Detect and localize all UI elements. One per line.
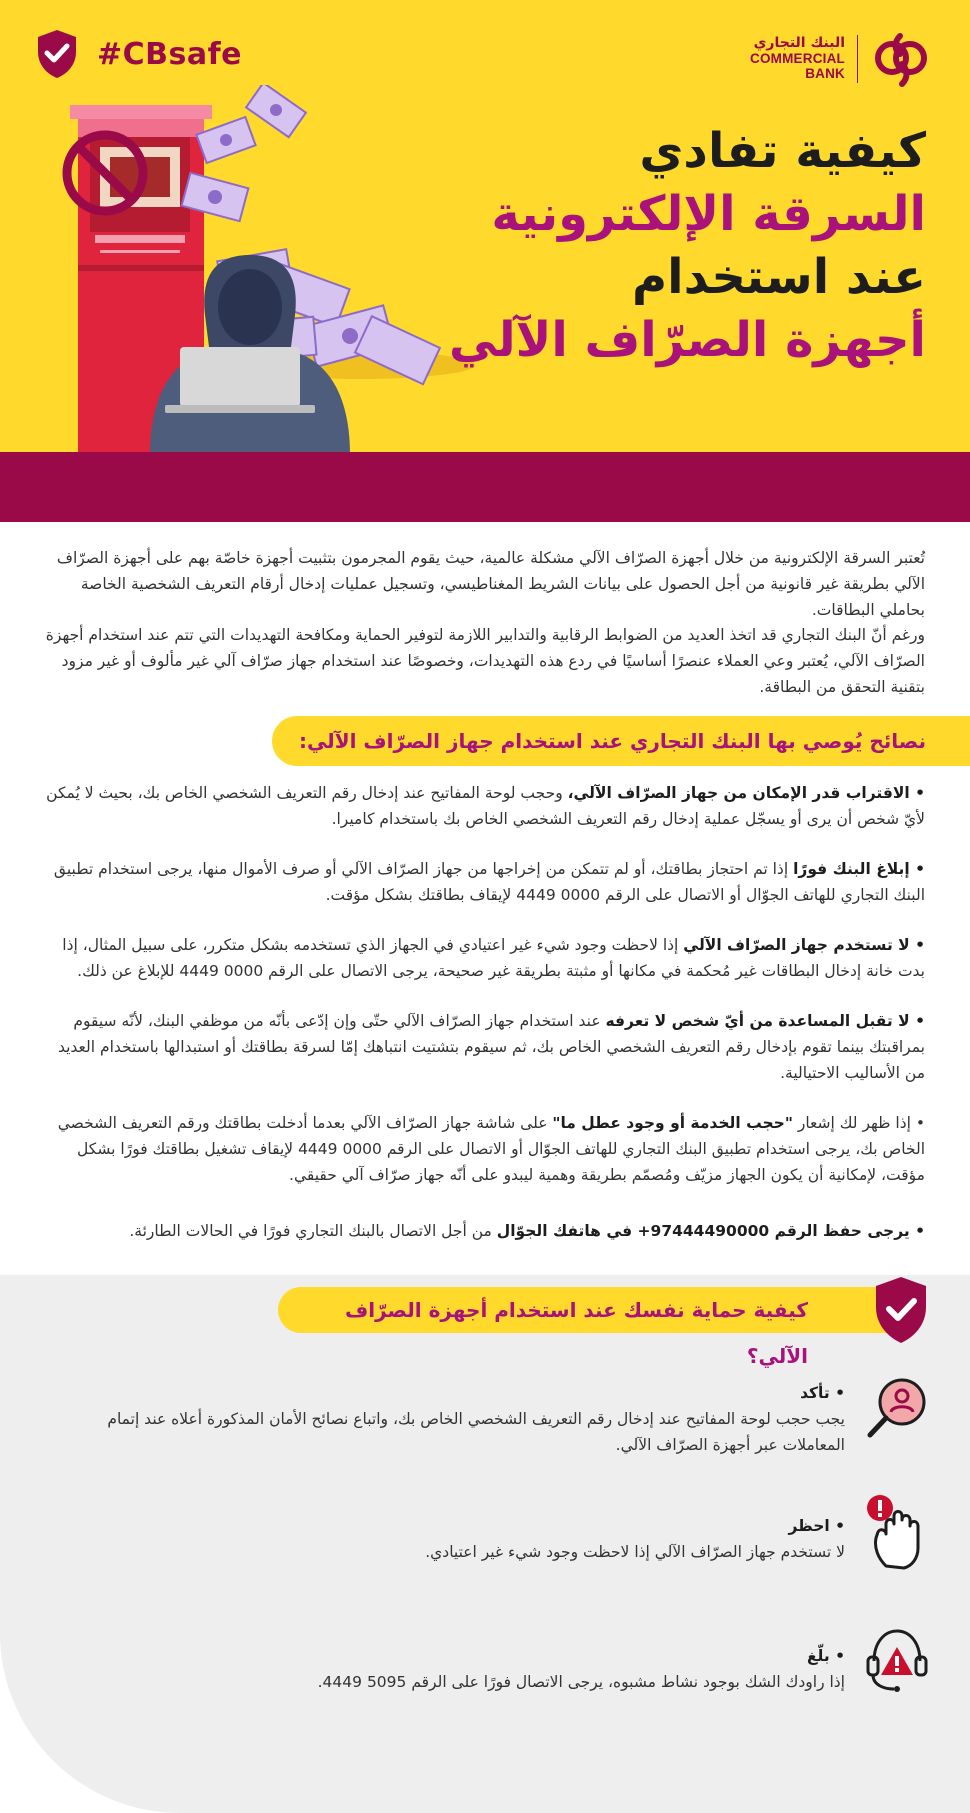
- hand-stop-alert-icon: [864, 1494, 930, 1574]
- protect-item-block: [45, 1513, 845, 1565]
- protect-item-text: لا تستخدم جهاز الصرّاف الآلي إذا لاحظت وجود شيء غير اعتيادي.: [425, 1543, 845, 1561]
- intro-paragraph-2: ورغم أنّ البنك التجاري قد اتخذ العديد من الضوابط الرقابية والتدابير اللازمة لتوفير الحماية ومكافحة التهديدات التي تتم عند استخدام أجهزة الصرّاف الآلي، يُعتبر وعي العملاء عنصرًا أساسيًا في ردع هذه التهديدات، وخصوصًا عند استخدام جهاز صرّاف آلي غير مألوف أو غير مزود بتقنية التحقق من البطاقة.: [45, 626, 925, 696]
- tip-item: [45, 780, 925, 832]
- bank-name-ar: البنك التجاري: [753, 35, 845, 52]
- title-line-3: عند استخدام: [631, 249, 926, 305]
- protect-heading: كيفية حماية نفسك عند استخدام أجهزة الصرّاف الآلي؟: [345, 1298, 808, 1368]
- tip-item-bold: • إبلاغ البنك فورًا: [793, 860, 925, 878]
- protect-item-title: • تأكد: [800, 1384, 845, 1402]
- protect-item-report: [45, 1643, 845, 1695]
- intro-paragraph-1: تُعتبر السرقة الإلكترونية من خلال أجهزة الصرّاف الآلي مشكلة عالمية، حيث يقوم المجرمون بتثبيت أجهزة خاصّة بهم على أجهزة الصرّاف الآلي بطريقة غير قانونية من أجل الحصول على بيانات الشريط المغناطيسي، وتسجيل عمليات إدخال أرقام التعريف الشخصية الخاصة بحاملي البطاقات.: [56, 549, 925, 619]
- cbsafe-badge: [35, 28, 242, 80]
- tip-item-bold: • يرجى حفظ الرقم 97444490000+ في هاتفك الجوّال: [496, 1222, 925, 1240]
- bank-logo-icon: [870, 28, 932, 90]
- hero-maroon-band: [0, 452, 970, 522]
- commercial-bank-logo: [750, 28, 932, 90]
- logo-divider: [857, 35, 858, 83]
- protect-item-title: • بلّغ: [806, 1647, 845, 1665]
- tip-item-text: وحجب لوحة المفاتيح عند إدخال رقم التعريف الشخصي الخاص بك، بحيث لا يُمكن لأيّ شخص أن يرى أو يسجّل عملية إدخال رقم التعريف الشخصي الخاص بك باستخدام كاميرا.: [46, 784, 925, 828]
- tip-item-text: على شاشة جهاز الصرّاف الآلي بعدما أدخلت بطاقتك ورقم التعريف الشخصي الخاص بك، يرجى استخدام تطبيق البنك التجاري للهاتف الجوّال أو الاتصال على الرقم 0000 4449 لإيقاف تشغيل بطاقتك فورًا بشكل مؤقت، لإمكانية أن يكون الجهاز مزيّف ومُصمّم بطريقة وهمية ليبدو على أنّه جهاز صرّاف آلي حقيقي.: [57, 1114, 925, 1184]
- tip-item-bold: "حجب الخدمة أو وجود عطل ما": [552, 1114, 793, 1132]
- tips-heading-banner: [272, 716, 970, 766]
- title-line-2: السرقة الإلكترونية: [491, 186, 926, 242]
- hashtag: #CBsafe: [97, 36, 243, 72]
- tip-item: [45, 1008, 925, 1086]
- tip-item-pre: • إذا ظهر لك إشعار: [792, 1114, 925, 1132]
- tip-item-bold: • لا تستخدم جهاز الصرّاف الآلي: [683, 936, 925, 954]
- hero-title: [406, 120, 926, 372]
- tip-item-text: من أجل الاتصال بالبنك التجاري فورًا في الحالات الطارئة.: [129, 1222, 497, 1240]
- magnifier-user-icon: [864, 1375, 930, 1441]
- tip-item: [45, 1110, 925, 1188]
- protect-item-confirm: [45, 1380, 845, 1458]
- tip-item: [45, 856, 925, 908]
- tip-item-bold: • الاقتراب قدر الإمكان من جهاز الصرّاف الآلي،: [567, 784, 925, 802]
- protect-item-text: يجب حجب لوحة المفاتيح عند إدخال رقم التعريف الشخصي الخاص بك، واتباع نصائح الأمان المذكورة أعلاه عند إتمام المعاملات عبر أجهزة الصرّاف الآلي.: [107, 1410, 845, 1454]
- protect-item-text: إذا راودك الشك بوجود نشاط مشبوه، يرجى الاتصال فورًا على الرقم 5095 4449.: [317, 1673, 845, 1691]
- bank-name-en-1: COMMERCIAL: [750, 50, 845, 66]
- headset-alert-icon: [864, 1625, 930, 1695]
- tip-item-text: إذا لاحظت وجود شيء غير اعتيادي في الجهاز الذي تستخدمه بشكل متكرر، على سبيل المثال، إذا بدت خانة إدخال البطاقات غير مُحكمة في مكانها أو مثبتة بطريقة غير صحيحة، يرجى الاتصال على الرقم 0000 4449 للإبلاغ عن ذلك.: [62, 936, 925, 980]
- tip-item-bold: • لا تقبل المساعدة من أيّ شخص لا تعرفه: [605, 1012, 925, 1030]
- tip-item: [45, 932, 925, 984]
- title-line-1: كيفية تفادي: [639, 123, 926, 179]
- shield-check-icon: [873, 1275, 929, 1345]
- logo-wordmark: [750, 36, 845, 81]
- tips-heading: نصائح يُوصي بها البنك التجاري عند استخدام جهاز الصرّاف الآلي:: [298, 729, 926, 753]
- tip-item-text: عند استخدام جهاز الصرّاف الآلي حتّى وإن إدّعى بأنّه من موظفي البنك، لأنّه سيقوم بمراقبتك بينما تقوم بإدخال رقم التعريف الشخصي الخاص بك، ثم سيقوم بتشتيت انتباهك إمّا لسرقة بطاقتك أو استبدالها باستخدام العديد من الأساليب الاحتيالية.: [57, 1012, 925, 1082]
- tip-item: [45, 1218, 925, 1244]
- protect-item-title: • احظر: [788, 1517, 845, 1535]
- title-line-4: أجهزة الصرّاف الآلي: [449, 312, 926, 368]
- protect-heading-banner: [278, 1287, 908, 1368]
- hero-section: [0, 0, 970, 452]
- tip-item-text: إذا تم احتجاز بطاقتك، أو لم تتمكن من إخراجها من جهاز الصرّاف الآلي أو صرف الأموال منها، يرجى استخدام تطبيق البنك التجاري للهاتف الجوّال أو الاتصال على الرقم 0000 4449 لإيقاف بطاقتك بشكل مؤقت.: [53, 860, 925, 904]
- bank-name-en-2: BANK: [805, 65, 845, 81]
- shield-check-icon: [35, 28, 79, 80]
